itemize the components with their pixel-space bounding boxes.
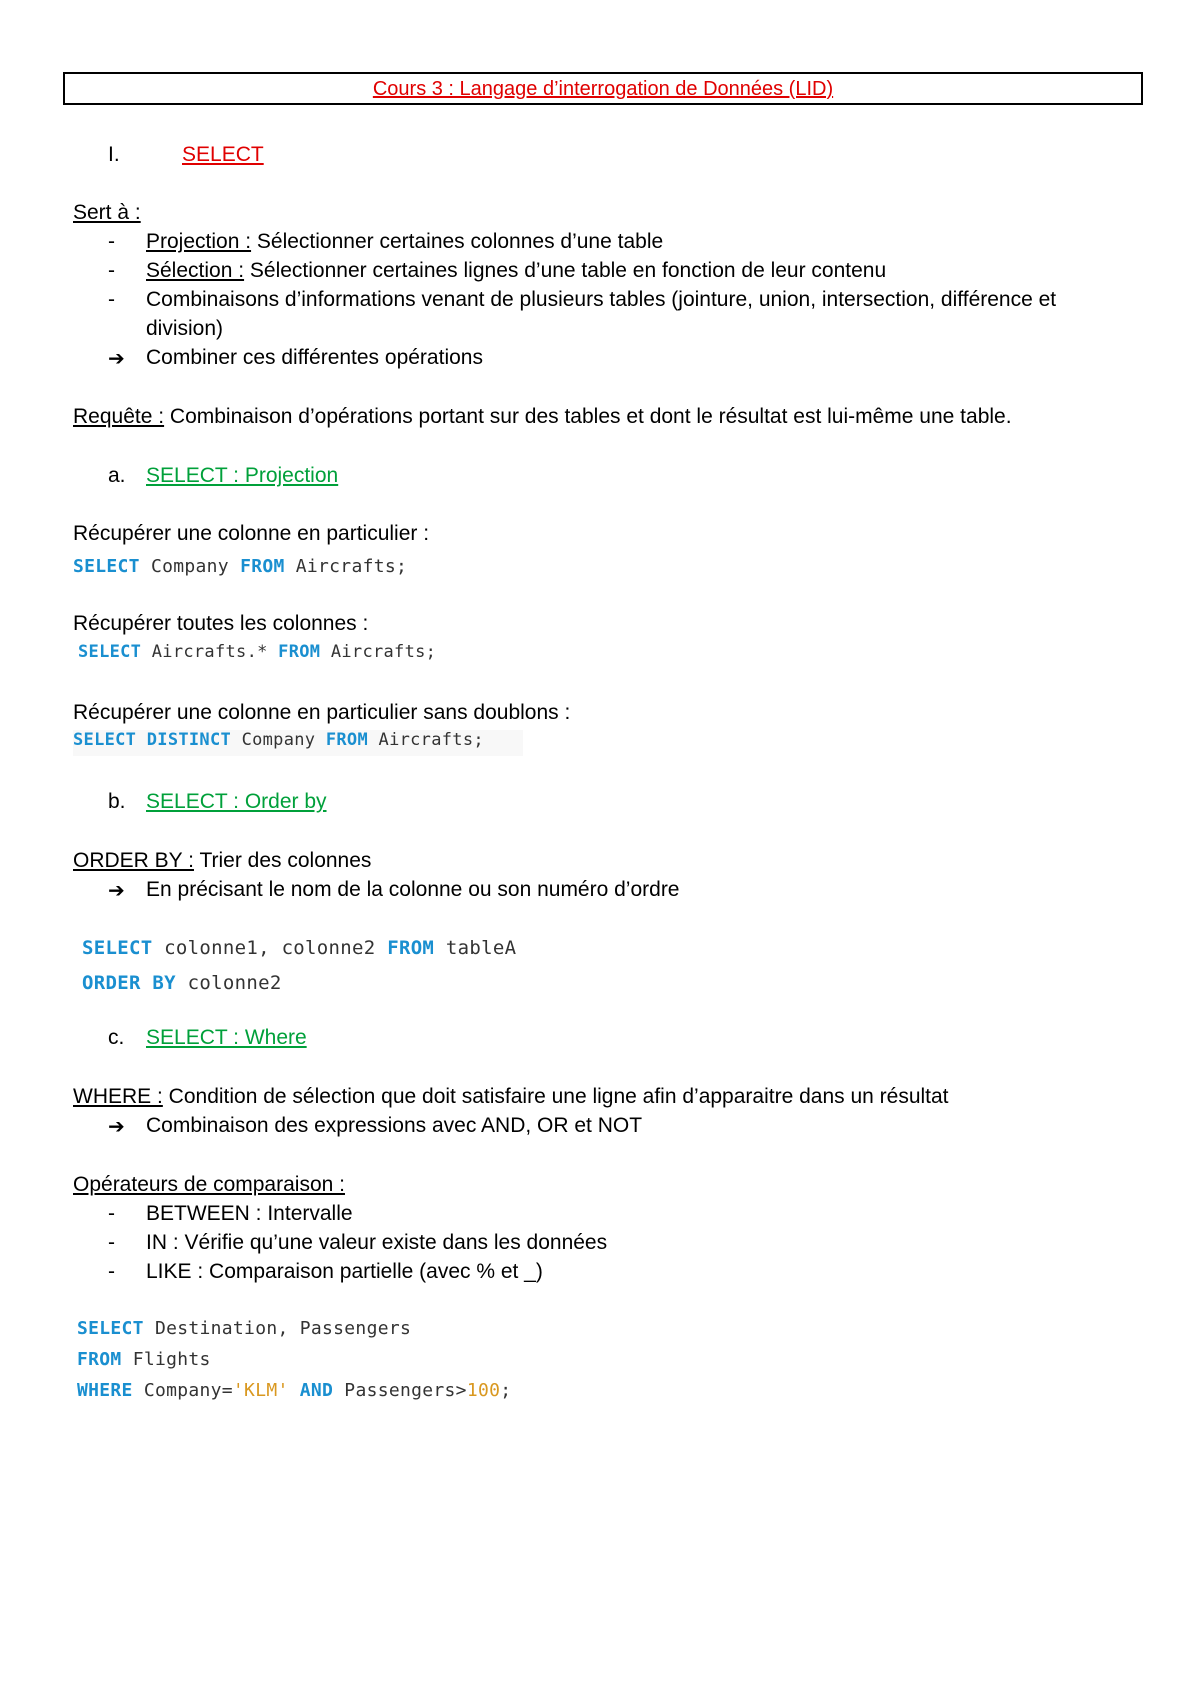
section-number: I.	[108, 143, 120, 166]
where-definition	[73, 1085, 949, 1109]
bullet-text: Sélectionner certaines lignes d’une table en fonction de leur contenu	[244, 259, 887, 282]
code-text: Company	[139, 556, 241, 577]
code-line	[78, 642, 436, 662]
bullet-text: Vérifie qu’une valeur existe dans les données	[178, 1231, 608, 1254]
code-keyword: FROM	[387, 937, 435, 959]
bullet-dash: -	[108, 1260, 115, 1283]
bullet-item	[146, 1260, 543, 1284]
subsection-title: SELECT : Where	[146, 1026, 307, 1049]
bullet-item: Combinaisons d’informations venant de plusieurs tables (jointure, union, intersection, différence et	[146, 288, 1057, 311]
requete-term: Requête :	[73, 405, 165, 428]
bullet-item	[146, 259, 886, 283]
bullet-item-continuation: division)	[146, 317, 224, 340]
code-text: ;	[500, 1380, 512, 1401]
page-title: Cours 3 : Langage d’interrogation de Données (LID)	[372, 78, 834, 100]
where-text: Condition de sélection que doit satisfaire une ligne afin d’apparaitre dans un résultat	[162, 1085, 949, 1108]
where-term: WHERE :	[73, 1085, 163, 1108]
arrow-text: Combinaison des expressions avec AND, OR et NOT	[146, 1114, 643, 1137]
code-text: Flights	[121, 1349, 211, 1370]
arrow-icon: ➔	[108, 348, 125, 370]
subsection-letter: a.	[108, 464, 126, 487]
bullet-term: BETWEEN :	[146, 1202, 262, 1225]
subsection-letter: c.	[108, 1026, 125, 1049]
code-text: Company=	[132, 1380, 233, 1401]
code-text: Destination, Passengers	[143, 1318, 412, 1339]
code-line	[73, 730, 523, 756]
bullet-dash: -	[108, 1202, 115, 1225]
code-keyword: SELECT	[82, 937, 153, 959]
ops-heading: Opérateurs de comparaison :	[73, 1173, 345, 1196]
title-box	[63, 72, 1143, 105]
subsection-title: SELECT : Order by	[146, 790, 327, 813]
code-keyword: FROM	[77, 1349, 122, 1370]
subsection-letter: b.	[108, 790, 126, 813]
bullet-term: Projection :	[146, 230, 252, 253]
code-text: colonne2	[175, 972, 282, 994]
arrow-text: En précisant le nom de la colonne ou son numéro d’ordre	[146, 878, 680, 901]
orderby-text: Trier des colonnes	[193, 849, 372, 872]
bullet-text: Comparaison partielle (avec % et _)	[203, 1260, 543, 1283]
proj-all-cols: Récupérer toutes les colonnes :	[73, 612, 369, 635]
bullet-dash: -	[108, 259, 115, 282]
sert-heading: Sert à :	[73, 201, 141, 224]
bullet-term: Sélection :	[146, 259, 245, 282]
code-text: Passengers>	[333, 1380, 467, 1401]
code-string: 'KLM'	[232, 1380, 289, 1401]
requete-definition	[73, 405, 1012, 429]
code-text: Aircrafts;	[284, 556, 408, 577]
requete-text: Combinaison d’opérations portant sur des tables et dont le résultat est lui-même une table.	[164, 405, 1012, 428]
code-text: tableA	[434, 937, 517, 959]
code-line	[82, 972, 282, 994]
bullet-item	[146, 1231, 607, 1255]
proj-one-col: Récupérer une colonne en particulier :	[73, 522, 430, 545]
code-keyword: SELECT	[78, 642, 142, 662]
code-keyword: ORDER BY	[82, 972, 176, 994]
bullet-dash: -	[108, 288, 115, 311]
code-keyword: FROM	[278, 642, 321, 662]
code-line	[73, 556, 407, 577]
bullet-item	[146, 230, 663, 254]
code-line	[77, 1318, 411, 1339]
code-number: 100	[466, 1380, 501, 1401]
bullet-dash: -	[108, 1231, 115, 1254]
arrow-icon: ➔	[108, 880, 125, 902]
arrow-text: Combiner ces différentes opérations	[146, 346, 483, 369]
bullet-text: Intervalle	[261, 1202, 353, 1225]
orderby-definition	[73, 849, 371, 873]
bullet-dash: -	[108, 230, 115, 253]
code-line	[77, 1349, 211, 1370]
code-text: Company	[231, 730, 326, 750]
code-text: Aircrafts;	[320, 642, 437, 662]
proj-distinct: Récupérer une colonne en particulier sans doublons :	[73, 701, 571, 724]
code-line	[82, 937, 516, 959]
subsection-title: SELECT : Projection	[146, 464, 339, 487]
code-keyword: FROM	[325, 730, 368, 750]
bullet-term: IN :	[146, 1231, 179, 1254]
orderby-term: ORDER BY :	[73, 849, 194, 872]
bullet-text: Sélectionner certaines colonnes d’une table	[251, 230, 664, 253]
code-keyword: WHERE	[77, 1380, 133, 1401]
code-text: Aircrafts.*	[141, 642, 279, 662]
code-keyword: SELECT	[77, 1318, 144, 1339]
code-keyword: SELECT	[73, 556, 140, 577]
code-line	[77, 1380, 511, 1401]
arrow-icon: ➔	[108, 1116, 125, 1138]
code-keyword: FROM	[240, 556, 285, 577]
section-title: SELECT	[182, 143, 264, 166]
code-text: colonne1, colonne2	[152, 937, 388, 959]
bullet-item	[146, 1202, 353, 1226]
bullet-term: LIKE :	[146, 1260, 204, 1283]
code-keyword: SELECT DISTINCT	[73, 730, 232, 750]
code-text: Aircrafts;	[368, 730, 484, 750]
code-keyword: AND	[288, 1380, 334, 1401]
